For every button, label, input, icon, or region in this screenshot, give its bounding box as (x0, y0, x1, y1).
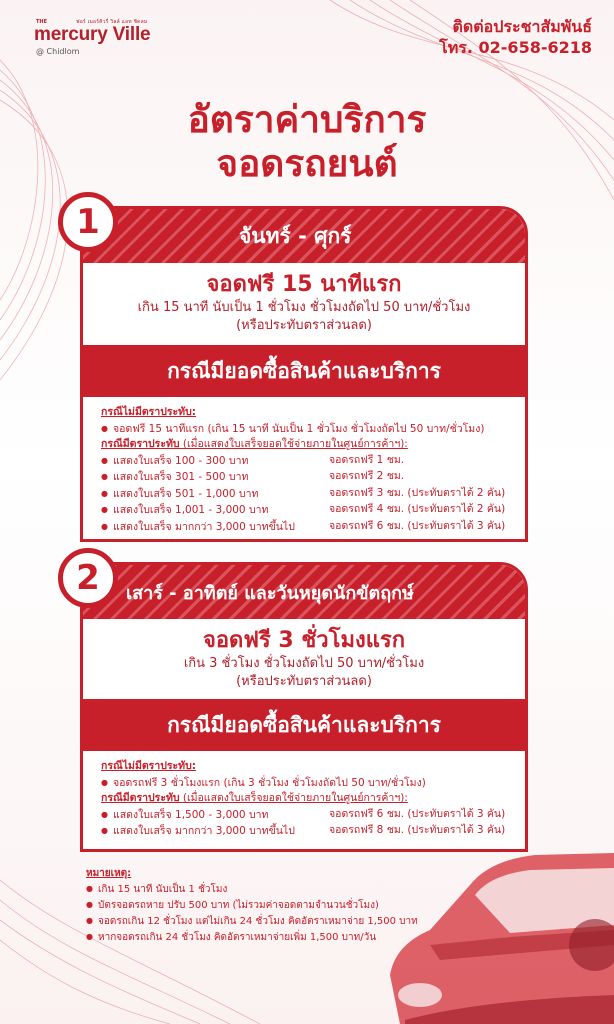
receipt-range: ● แสดงใบเสร็จ 1,500 - 3,000 บาท (101, 807, 329, 824)
receipt-row (101, 502, 515, 519)
receipt-benefit: จอดรถฟรี 2 ชม. (329, 470, 405, 482)
brand-logo (16, 18, 166, 56)
logo-tagline: ฟอร์ เมอร์คิวรี่ วิลล์ แอท ชิดลม (76, 19, 148, 25)
receipt-row (101, 469, 515, 486)
no-stamp-label: กรณีไม่มีตราประทับ: (101, 760, 196, 772)
purchase-heading-bar: กรณีมียอดซื้อสินค้าและบริการ (83, 699, 525, 751)
contact-label: ติดต่อประชาสัมพันธ์ (452, 17, 592, 36)
logo-location: @ Chidlom (36, 47, 80, 56)
receipt-benefit: จอดรถฟรี 1 ชม. (329, 453, 405, 466)
receipt-benefit: จอดรถฟรี 6 ชม. (ประทับตราได้ 3 คัน) (329, 807, 506, 820)
receipt-row (101, 453, 515, 470)
section-number-badge: 2 (58, 548, 118, 608)
contact-info (439, 16, 592, 58)
receipt-benefit: จอดรถฟรี 4 ชม. (ประทับตราได้ 2 คัน) (329, 503, 506, 515)
receipt-row (101, 807, 515, 824)
free-parking-discount-note: (หรือประทับตราส่วนลด) (236, 318, 372, 333)
section-card (80, 206, 528, 542)
stamp-label: กรณีมีตราประทับ (101, 438, 180, 450)
free-parking-desc: เกิน 3 ชั่วโมง ชั่วโมงถัดไป 50 บาท/ชั่วโมง (183, 656, 425, 671)
logo-name: mercury Ville (34, 24, 151, 45)
weekday-rate-section (76, 202, 528, 542)
stamp-heading (101, 437, 515, 453)
receipt-row (101, 486, 515, 503)
receipt-row (101, 519, 515, 536)
remark-item: ● บัตรจอดรถหาย ปรับ 500 บาท (ไม่รวมค่าจอดตามจำนวนชั่วโมง) (86, 897, 446, 913)
purchase-details (101, 405, 515, 535)
receipt-range: ● แสดงใบเสร็จ 301 - 500 บาท (101, 469, 329, 486)
contact-phone[interactable]: โทร. 02-658-6218 (439, 38, 592, 57)
stamp-label: กรณีมีตราประทับ (101, 792, 180, 804)
stamp-note: (เมื่อแสดงใบเสร็จยอดใช้จ่ายภายในศูนย์การค้าฯ): (179, 792, 408, 804)
section-heading: จันทร์ - ศุกร์ (83, 209, 525, 263)
purchase-heading-bar: กรณีมียอดซื้อสินค้าและบริการ (83, 345, 525, 397)
receipt-benefit: จอดรถฟรี 6 ชม. (ประทับตราได้ 3 คัน) (329, 519, 506, 532)
title-line-1: อัตราค่าบริการ (187, 98, 427, 141)
receipt-range: ● แสดงใบเสร็จ มากกว่า 3,000 บาทขึ้นไป (101, 519, 329, 536)
stamp-heading (101, 791, 515, 807)
car-illustration (360, 825, 614, 1024)
receipt-benefit: จอดรถฟรี 8 ชม. (ประทับตราได้ 3 คัน) (329, 824, 506, 836)
free-parking-info (83, 627, 525, 691)
free-parking-discount-note: (หรือประทับตราส่วนลด) (236, 674, 372, 689)
receipt-range: ● แสดงใบเสร็จ มากกว่า 3,000 บาทขึ้นไป (101, 823, 329, 840)
remark-item: ● หากจอดรถเกิน 24 ชั่วโมง คิดอัตราเหมาจ่ายเพิ่ม 1,500 บาท/วัน (86, 929, 446, 945)
remarks-title: หมายเหตุ: (86, 868, 132, 879)
section-card (80, 562, 528, 852)
no-stamp-label: กรณีไม่มีตราประทับ: (101, 406, 196, 418)
weekend-rate-section (76, 558, 528, 852)
free-parking-title: จอดฟรี 15 นาทีแรก (206, 272, 402, 297)
section-heading: เสาร์ - อาทิตย์ และวันหยุดนักขัตฤกษ์ (83, 565, 525, 619)
free-parking-info (83, 271, 525, 335)
remark-item: ● เกิน 15 นาที นับเป็น 1 ชั่วโมง (86, 881, 446, 897)
section-number-badge: 1 (58, 192, 118, 252)
remark-item: ● จอดรถเกิน 12 ชั่วโมง แต่ไม่เกิน 24 ชั่วโมง คิดอัตราเหมาจ่าย 1,500 บาท (86, 913, 446, 929)
receipt-range: ● แสดงใบเสร็จ 501 - 1,000 บาท (101, 486, 329, 503)
receipt-range: ● แสดงใบเสร็จ 1,001 - 3,000 บาท (101, 502, 329, 519)
free-parking-desc: เกิน 15 นาที นับเป็น 1 ชั่วโมง ชั่วโมงถัดไป 50 บาท/ชั่วโมง (137, 300, 471, 315)
title-line-2: จอดรถยนต์ (216, 142, 398, 185)
no-stamp-item: ● จอดรถฟรี 3 ชั่วโมงแรก (เกิน 3 ชั่วโมง ชั่วโมงถัดไป 50 บาท/ชั่วโมง) (101, 775, 515, 792)
no-stamp-item: ● จอดฟรี 15 นาทีแรก (เกิน 15 นาที นับเป็น 1 ชั่วโมง ชั่วโมงถัดไป 50 บาท/ชั่วโมง) (101, 421, 515, 438)
receipt-benefit: จอดรถฟรี 3 ชม. (ประทับตราได้ 2 คัน) (329, 486, 506, 499)
free-parking-title: จอดฟรี 3 ชั่วโมงแรก (202, 628, 406, 653)
logo-the: THE (36, 19, 48, 25)
stamp-note: (เมื่อแสดงใบเสร็จยอดใช้จ่ายภายในศูนย์การค้าฯ): (179, 438, 408, 450)
receipt-range: ● แสดงใบเสร็จ 100 - 300 บาท (101, 453, 329, 470)
page-title (0, 98, 614, 186)
